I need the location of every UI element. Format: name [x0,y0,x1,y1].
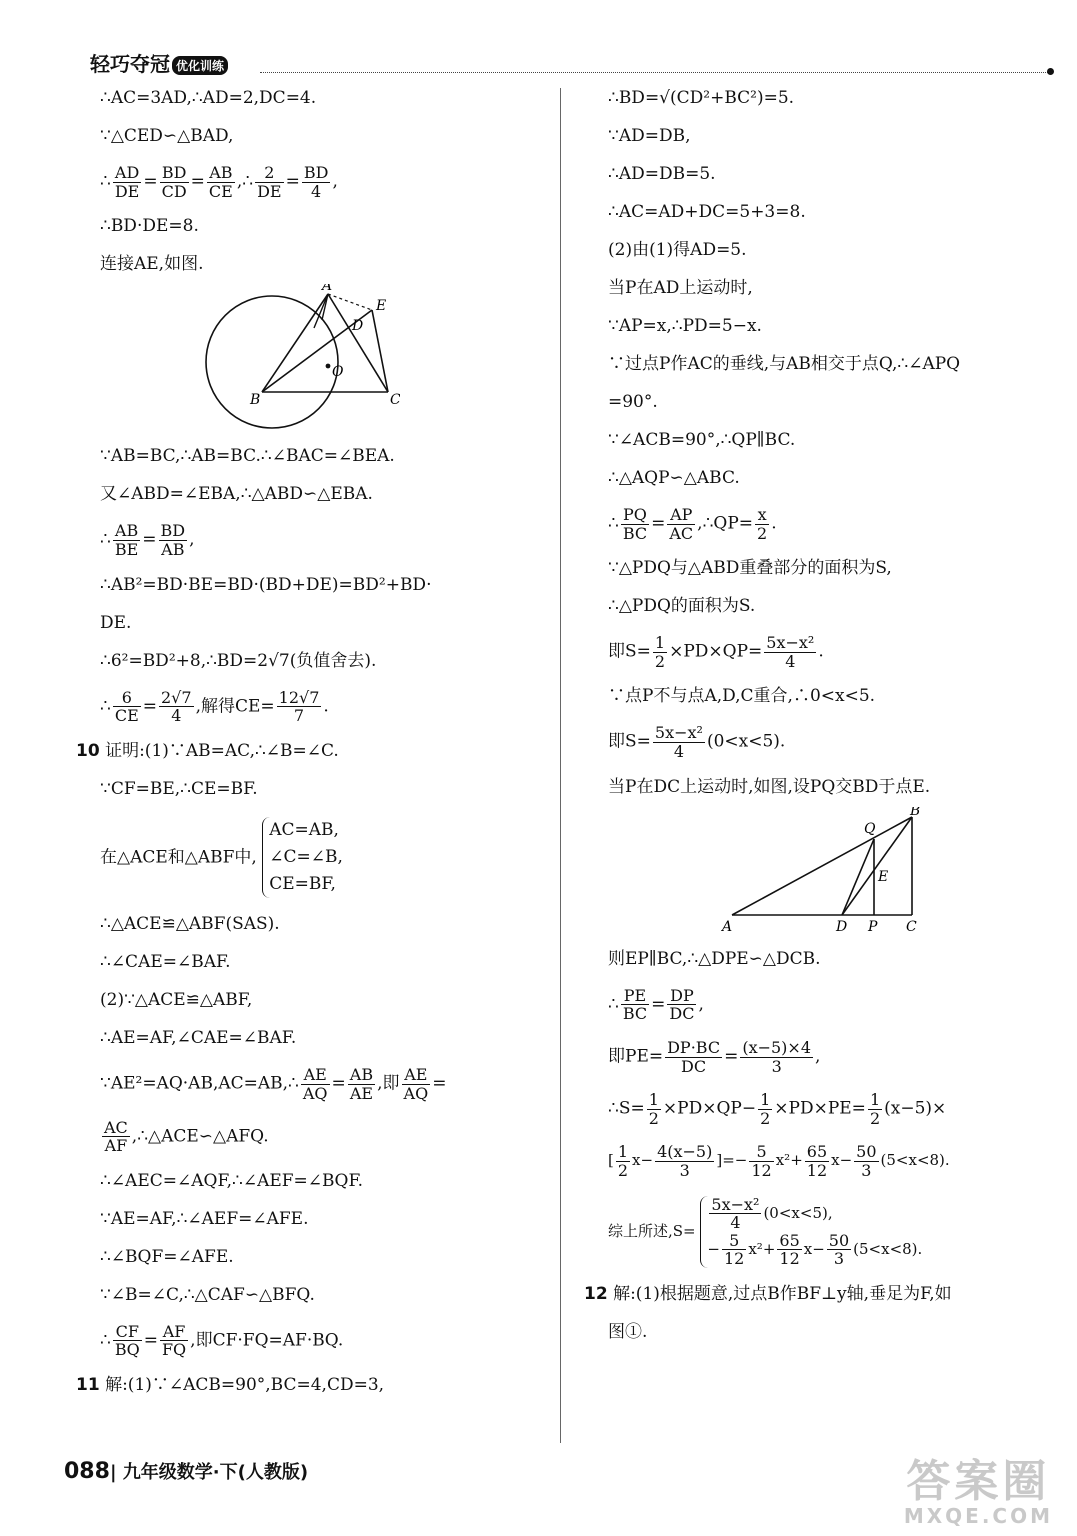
text-line: ∵△CED∽△BAD, [100,126,234,146]
triangle-figure [718,807,1048,943]
equation-system: 在△ACE和△ABF中, AC=AB, ∠C=∠B, CE=BF, [100,817,550,899]
label-O: O [332,364,344,381]
equation-line: [ $\frac{1}{2}$ x− $\frac{4(x-5)}{3}$ ]=− $\frac{5}{12}$ x²+ $\frac{65}{12}$ x− $\frac{50}{3}$ (5<x<8). [608,1142,950,1180]
text-line: ∵∠B=∠C,∴△CAF∽△BFQ. [100,1284,315,1305]
text-line: ∴6²=BD²+8,∴BD=2√7(负值舍去). [100,650,377,671]
label-P: P [868,918,878,935]
text-line: ∴∠AEC=∠AQF,∴∠AEF=∠BQF. [100,1170,364,1191]
text-line: ∵△PDQ与△ABD重叠部分的面积为S, [608,558,892,579]
label-C: C [390,392,400,409]
header-dot [1047,68,1054,75]
brand-tag: 优化训练 [172,56,228,75]
brand-logo [90,48,228,77]
circle-figure [100,284,550,440]
text-line: 当P在DC上运动时,如图,设PQ交BD于点E. [608,776,931,797]
text-line: 图①. [608,1321,648,1342]
text-line: ∴△ACE≌△ABF(SAS). [100,914,280,935]
label-A: A [722,918,733,935]
text-line: ∴AC=3AD,∴AD=2,DC=4. [100,88,317,108]
label-B: B [250,392,261,409]
text-line: ∴∠BQF=∠AFE. [100,1246,234,1267]
label-B: B [910,806,921,819]
text-line: ∴AC=AD+DC=5+3=8. [608,202,806,222]
text-line: ∵AD=DB, [608,126,691,146]
watermark-text: 答案圈 [906,1456,1051,1507]
text-line: ∴∠CAE=∠BAF. [100,952,231,973]
equation-line: ∴ $\frac{CF}{BQ}$ = $\frac{AF}{FQ}$ ,即CF·FQ=AF·BQ. [100,1321,344,1360]
text-line: ∴△AQP∽△ABC. [608,468,740,488]
label-D: D [836,918,848,935]
equation-line: ∴ $\frac{AD}{DE}$ = $\frac{BD}{CD}$ = $\frac{AB}{CE}$ ,∴ $\frac{2}{DE}$ = $\frac{BD}{4}$ , [100,163,338,201]
header-rule [260,72,1050,73]
problem-12-heading: 12 解:(1)根据题意,过点B作BF⊥y轴,垂足为F,如 [584,1283,952,1304]
text-line: ∴AD=DB=5. [608,164,716,184]
text-line: ∵AB=BC,∴AB=BC.∴∠BAC=∠BEA. [100,446,395,467]
text-line: ∵点P不与点A,D,C重合,∴0<x<5. [608,686,876,707]
text-line: DE. [100,612,132,633]
label-A: A [322,284,333,295]
equation-line: $\frac{AC}{AF}$ ,∴△ACE∽△AFQ. [104,1117,269,1156]
equation-line: ∴S= $\frac{1}{2}$ ×PD×QP− $\frac{1}{2}$ ×PD×PE= $\frac{1}{2}$ (x−5)× [608,1090,947,1128]
equation-line: ∴ $\frac{PQ}{BC}$ = $\frac{AP}{AC}$ ,∴QP= $\frac{x}{2}$ . [608,505,777,543]
triangle-diagram [718,807,938,937]
brand-name: 轻巧夺冠 [90,52,170,76]
text-line: ∴△PDQ的面积为S. [608,596,756,617]
left-column [76,88,550,1397]
text-line: 则EP∥BC,∴△DPE∽△DCB. [608,948,821,969]
page-header [90,44,1050,80]
column-divider [560,88,561,1443]
text-line: ∵AE=AF,∴∠AEF=∠AFE. [100,1208,309,1229]
text-line: =90°. [608,392,658,412]
text-line: ∴AE=AF,∠CAE=∠BAF. [100,1028,297,1049]
equation-line: ∵AE²=AQ·AB,AC=AB,∴ $\frac{AE}{AQ}$ = $\frac{AB}{AE}$ ,即 $\frac{AE}{AQ}$ = [100,1065,447,1103]
watermark-url: MXQE.COM [903,1504,1053,1528]
text-line: 又∠ABD=∠EBA,∴△ABD∽△EBA. [100,484,373,505]
text-line: (2)∵△ACE≌△ABF, [100,990,253,1011]
text-line: ∵AP=x,∴PD=5−x. [608,316,762,336]
text-line: ∵过点P作AC的垂线,与AB相交于点Q,∴∠APQ [608,354,961,374]
label-Q: Q [864,820,876,837]
piecewise-summary: 综上所述,S= $\frac{\text{5x−x²}}{4}$ (0<x<5), − $\frac{5}{12}$ x²+ $\frac{65}{12}$ x− $\frac{50}{3}$ (5<x<8). [608,1194,923,1269]
problem-11-heading: 11 解:(1)∵∠ACB=90°,BC=4,CD=3, [76,1374,385,1395]
text-line: ∴BD=√(CD²+BC²)=5. [608,88,795,108]
equation-line: ∴ $\frac{PE}{BC}$ = $\frac{DP}{DC}$ , [608,985,704,1024]
text-line: ∵∠ACB=90°,∴QP∥BC. [608,430,796,450]
watermark-logo [903,1456,1053,1528]
label-C: C [906,918,917,935]
text-line: 当P在AD上运动时, [608,278,753,298]
text-line: ∴BD·DE=8. [100,216,199,237]
text-line: (2)由(1)得AD=5. [608,240,747,260]
text-line: ∵CF=BE,∴CE=BF. [100,778,258,799]
equation-line: ∴ $\frac{AB}{BE}$ = $\frac{BD}{AB}$ , [100,521,195,560]
text-line: ∴AB²=BD·BE=BD·(BD+DE)=BD²+BD· [100,574,432,595]
label-E: E [376,298,387,315]
equation-line: 即S= $\frac{1}{2}$ ×PD×QP= $\frac{\text{5x−x²}}{4}$ . [608,633,824,671]
equation-line: ∴ $\frac{6}{CE}$ = $\frac{2√7}{4}$ ,解得CE= $\frac{12√7}{7}$ . [100,687,329,726]
equation-line: 即PE= $\frac{DP\cdot BC}{DC}$ = $\frac{(x-5)\times 4}{3}$ , [608,1038,821,1076]
label-E: E [878,868,889,885]
right-column [584,88,1048,1344]
text-line: 连接AE,如图. [100,254,204,275]
label-D: D [352,318,364,335]
footer-book-title: 九年级数学·下(人教版) [122,1462,309,1483]
page-number: 088 [64,1459,110,1484]
circle-diagram [100,284,400,434]
equation-line: 即S= $\frac{\text{5x−x²}}{4}$ (0<x<5). [608,723,786,761]
problem-10-heading: 10 证明:(1)∵AB=AC,∴∠B=∠C. [76,740,339,761]
page-footer: 088| 九年级数学·下(人教版) [64,1459,309,1484]
